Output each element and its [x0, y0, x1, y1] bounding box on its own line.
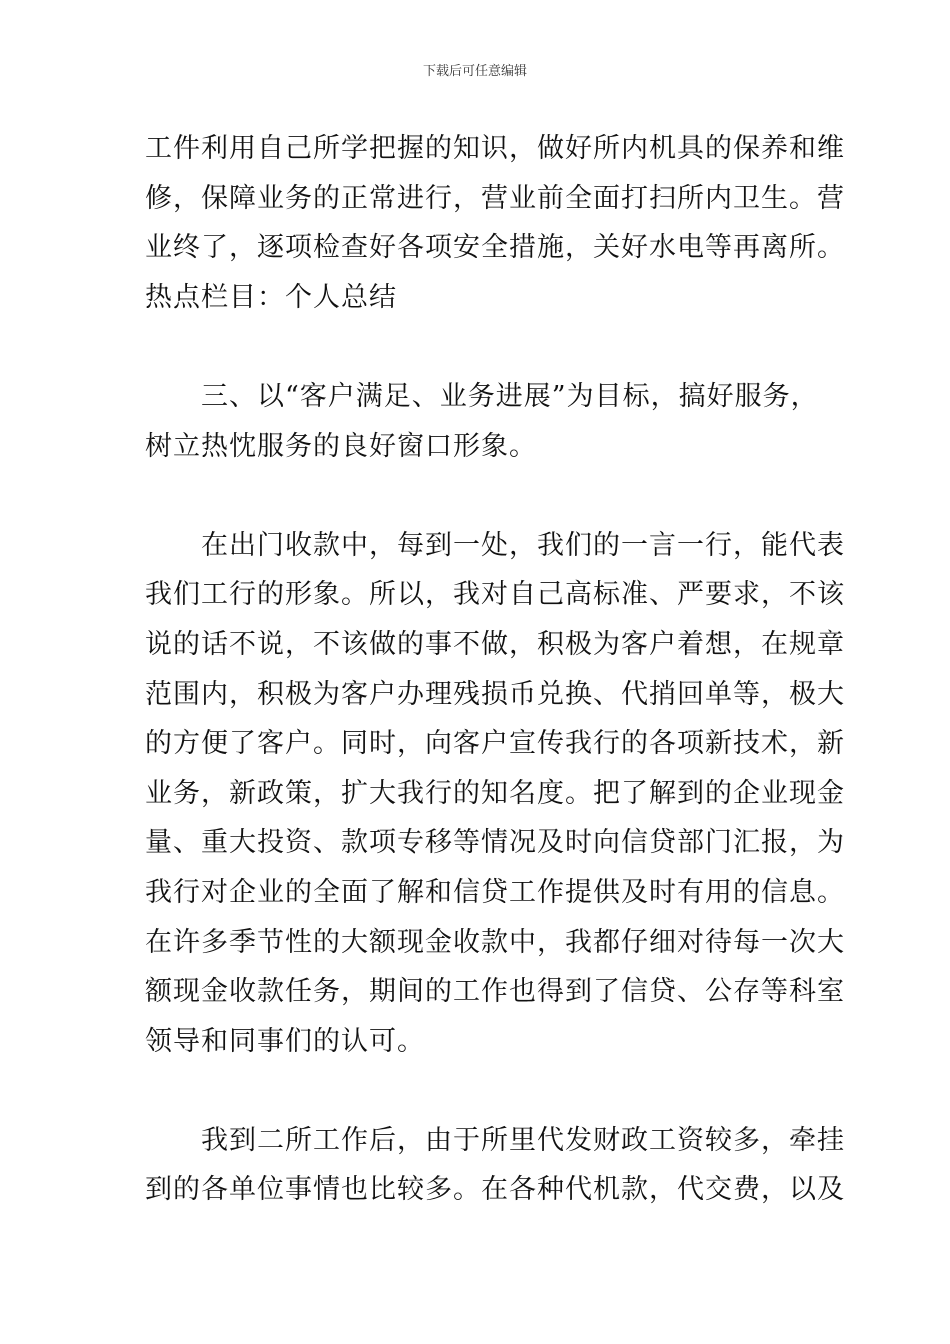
- text-line: 额现金收款任务，期间的工作也得到了信贷、公存等科室: [145, 976, 845, 1008]
- text-line: 三、以“客户满足、业务进展”为目标，搞好服务，: [145, 380, 819, 412]
- text-line: 树立热忱服务的良好窗口形象。: [145, 430, 537, 462]
- text-line: 说的话不说，不该做的事不做，积极为客户着想，在规章: [145, 628, 845, 660]
- text-line: 量、重大投资、款项专移等情况及时向信贷部门汇报，为: [145, 827, 845, 859]
- text-line: 到的各单位事情也比较多。在各种代机款，代交费，以及: [145, 1174, 845, 1206]
- text-line: 领导和同事们的认可。: [145, 1025, 425, 1057]
- text-line: 范围内，积极为客户办理残损币兑换、代捎回单等，极大: [145, 678, 845, 710]
- text-line: 我行对企业的全面了解和信贷工作提供及时有用的信息。: [145, 876, 845, 908]
- text-line: 业终了，逐项检查好各项安全措施，关好水电等再离所。: [145, 232, 845, 264]
- text-line: 在出门收款中，每到一处，我们的一言一行，能代表: [145, 529, 845, 561]
- text-line: 工件利用自己所学把握的知识，做好所内机具的保养和维: [145, 133, 845, 164]
- document-body: [145, 124, 845, 1215]
- text-line: 业务，新政策，扩大我行的知名度。把了解到的企业现金: [145, 777, 845, 809]
- paragraph-spacer: [145, 322, 810, 372]
- paragraph-3: [145, 521, 845, 1067]
- page-header: 下载后可任意编辑: [422, 64, 527, 79]
- paragraph-spacer: [145, 1066, 810, 1116]
- paragraph-1: [145, 124, 845, 322]
- text-line: 在许多季节性的大额现金收款中，我都仔细对待每一次大: [145, 926, 845, 958]
- text-line: 修，保障业务的正常进行，营业前全面打扫所内卫生。营: [145, 182, 845, 214]
- paragraph-spacer: [145, 471, 810, 521]
- text-line: 我们工行的形象。所以，我对自己高标准、严要求，不该: [145, 579, 845, 611]
- paragraph-2: [145, 372, 819, 471]
- paragraph-4: [145, 1116, 845, 1215]
- text-line: 我到二所工作后，由于所里代发财政工资较多，牵挂: [145, 1124, 845, 1156]
- text-line: 的方便了客户。同时，向客户宣传我行的各项新技术，新: [145, 728, 845, 760]
- text-line: 热点栏目：个人总结: [145, 281, 397, 313]
